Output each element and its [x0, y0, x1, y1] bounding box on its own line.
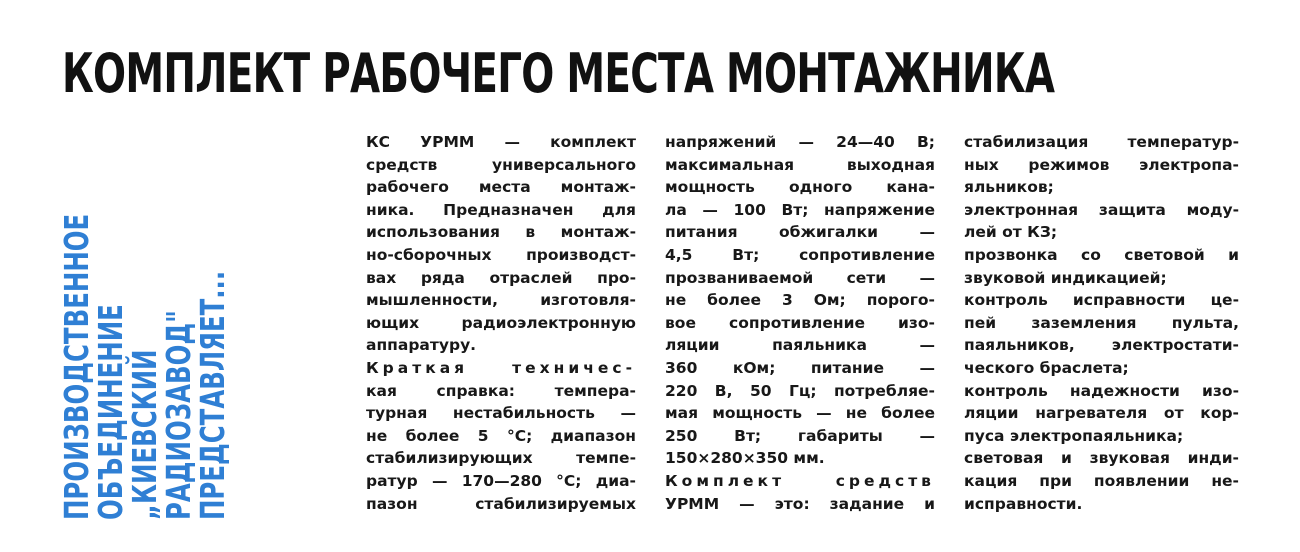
text-line: Комплект средств	[665, 471, 935, 490]
text-line: 360 кОм; питание —	[665, 358, 935, 377]
text-line: но-сборочных производст-	[366, 245, 636, 264]
text-line: ратур — 170—280 °С; диа-	[366, 471, 636, 490]
text-line: напряжений — 24—40 В;	[665, 133, 935, 151]
text-line: исправности.	[964, 494, 1083, 513]
text-line: средств универсального	[366, 155, 636, 174]
text-line: ющих радиоэлектронную	[366, 313, 636, 332]
text-line: световая и звуковая инди-	[964, 449, 1239, 468]
text-line: звуковой индикацией;	[964, 268, 1167, 287]
text-line: мышленности, изготовля-	[366, 291, 636, 310]
headline: КОМПЛЕКТ РАБОЧЕГО МЕСТА МОНТАЖНИКА	[62, 42, 1055, 105]
text-line: пазон стабилизируемых	[366, 494, 636, 513]
text-line: ла — 100 Вт; напряжение	[665, 200, 935, 219]
side-caption-line: „КИЕВСКИЙ	[125, 349, 164, 520]
text-line: паяльников, электростати-	[964, 336, 1239, 355]
text-line: прозваниваемой сети —	[665, 268, 935, 287]
text-line: КС УРММ — комплект	[366, 133, 636, 151]
text-column-2	[665, 131, 935, 515]
text-line: не более 5 °С; диапазон	[366, 426, 636, 445]
text-line: контроль исправности це-	[964, 291, 1239, 310]
text-line: максимальная выходная	[665, 155, 935, 174]
text-line: вое сопротивление изо-	[665, 313, 935, 332]
text-line: прозвонка со световой и	[964, 245, 1239, 264]
text-line: кая справка: темпера-	[366, 381, 636, 400]
text-line: 220 В, 50 Гц; потребляе-	[665, 381, 935, 400]
text-column-1	[366, 131, 636, 515]
text-line: кация при появлении не-	[964, 471, 1239, 490]
side-caption-line: РАДИОЗАВОД"	[159, 310, 198, 520]
side-caption-line: ПРЕДСТАВЛЯЕТ...	[193, 270, 232, 520]
text-line: аппаратуру.	[366, 336, 477, 355]
text-line: УРММ — это: задание и	[665, 494, 935, 513]
text-line: яльников;	[964, 178, 1054, 197]
text-line: 150×280×350 мм.	[665, 449, 825, 468]
side-caption-line: ОБЪЕДИНЕНИЕ	[91, 304, 130, 520]
text-line: вах ряда отраслей про-	[366, 268, 636, 287]
text-line: мая мощность — не более	[665, 404, 935, 423]
text-line: 4,5 Вт; сопротивление	[665, 245, 935, 264]
text-line: ляции нагревателя от кор-	[964, 404, 1239, 423]
text-line: электронная защита моду-	[964, 200, 1239, 219]
text-line: стабилизация температур-	[964, 133, 1239, 151]
text-line: стабилизирующих темпе-	[366, 449, 636, 468]
text-line: 250 Вт; габариты —	[665, 426, 935, 445]
text-line: пуса электропаяльника;	[964, 426, 1184, 445]
text-line: использования в монтаж-	[366, 223, 636, 242]
text-line: Краткая техничес-	[366, 358, 636, 377]
text-line: контроль надежности изо-	[964, 381, 1239, 400]
side-caption	[57, 190, 232, 520]
text-column-3	[964, 131, 1239, 515]
text-line: питания обжигалки —	[665, 223, 935, 242]
text-line: ных режимов электропа-	[964, 155, 1239, 174]
text-line: турная нестабильность —	[366, 404, 636, 423]
text-line: пей заземления пульта,	[964, 313, 1239, 332]
text-line: рабочего места монтаж-	[366, 178, 636, 197]
text-line: не более 3 Ом; порого-	[665, 291, 935, 310]
text-line: ника. Предназначен для	[366, 200, 636, 219]
side-caption-line: ПРОИЗВОДСТВЕННОЕ	[57, 213, 96, 520]
text-line: ческого браслета;	[964, 358, 1129, 377]
text-line: лей от КЗ;	[964, 223, 1058, 242]
text-line: мощность одного кана-	[665, 178, 935, 197]
text-line: ляции паяльника —	[665, 336, 935, 355]
